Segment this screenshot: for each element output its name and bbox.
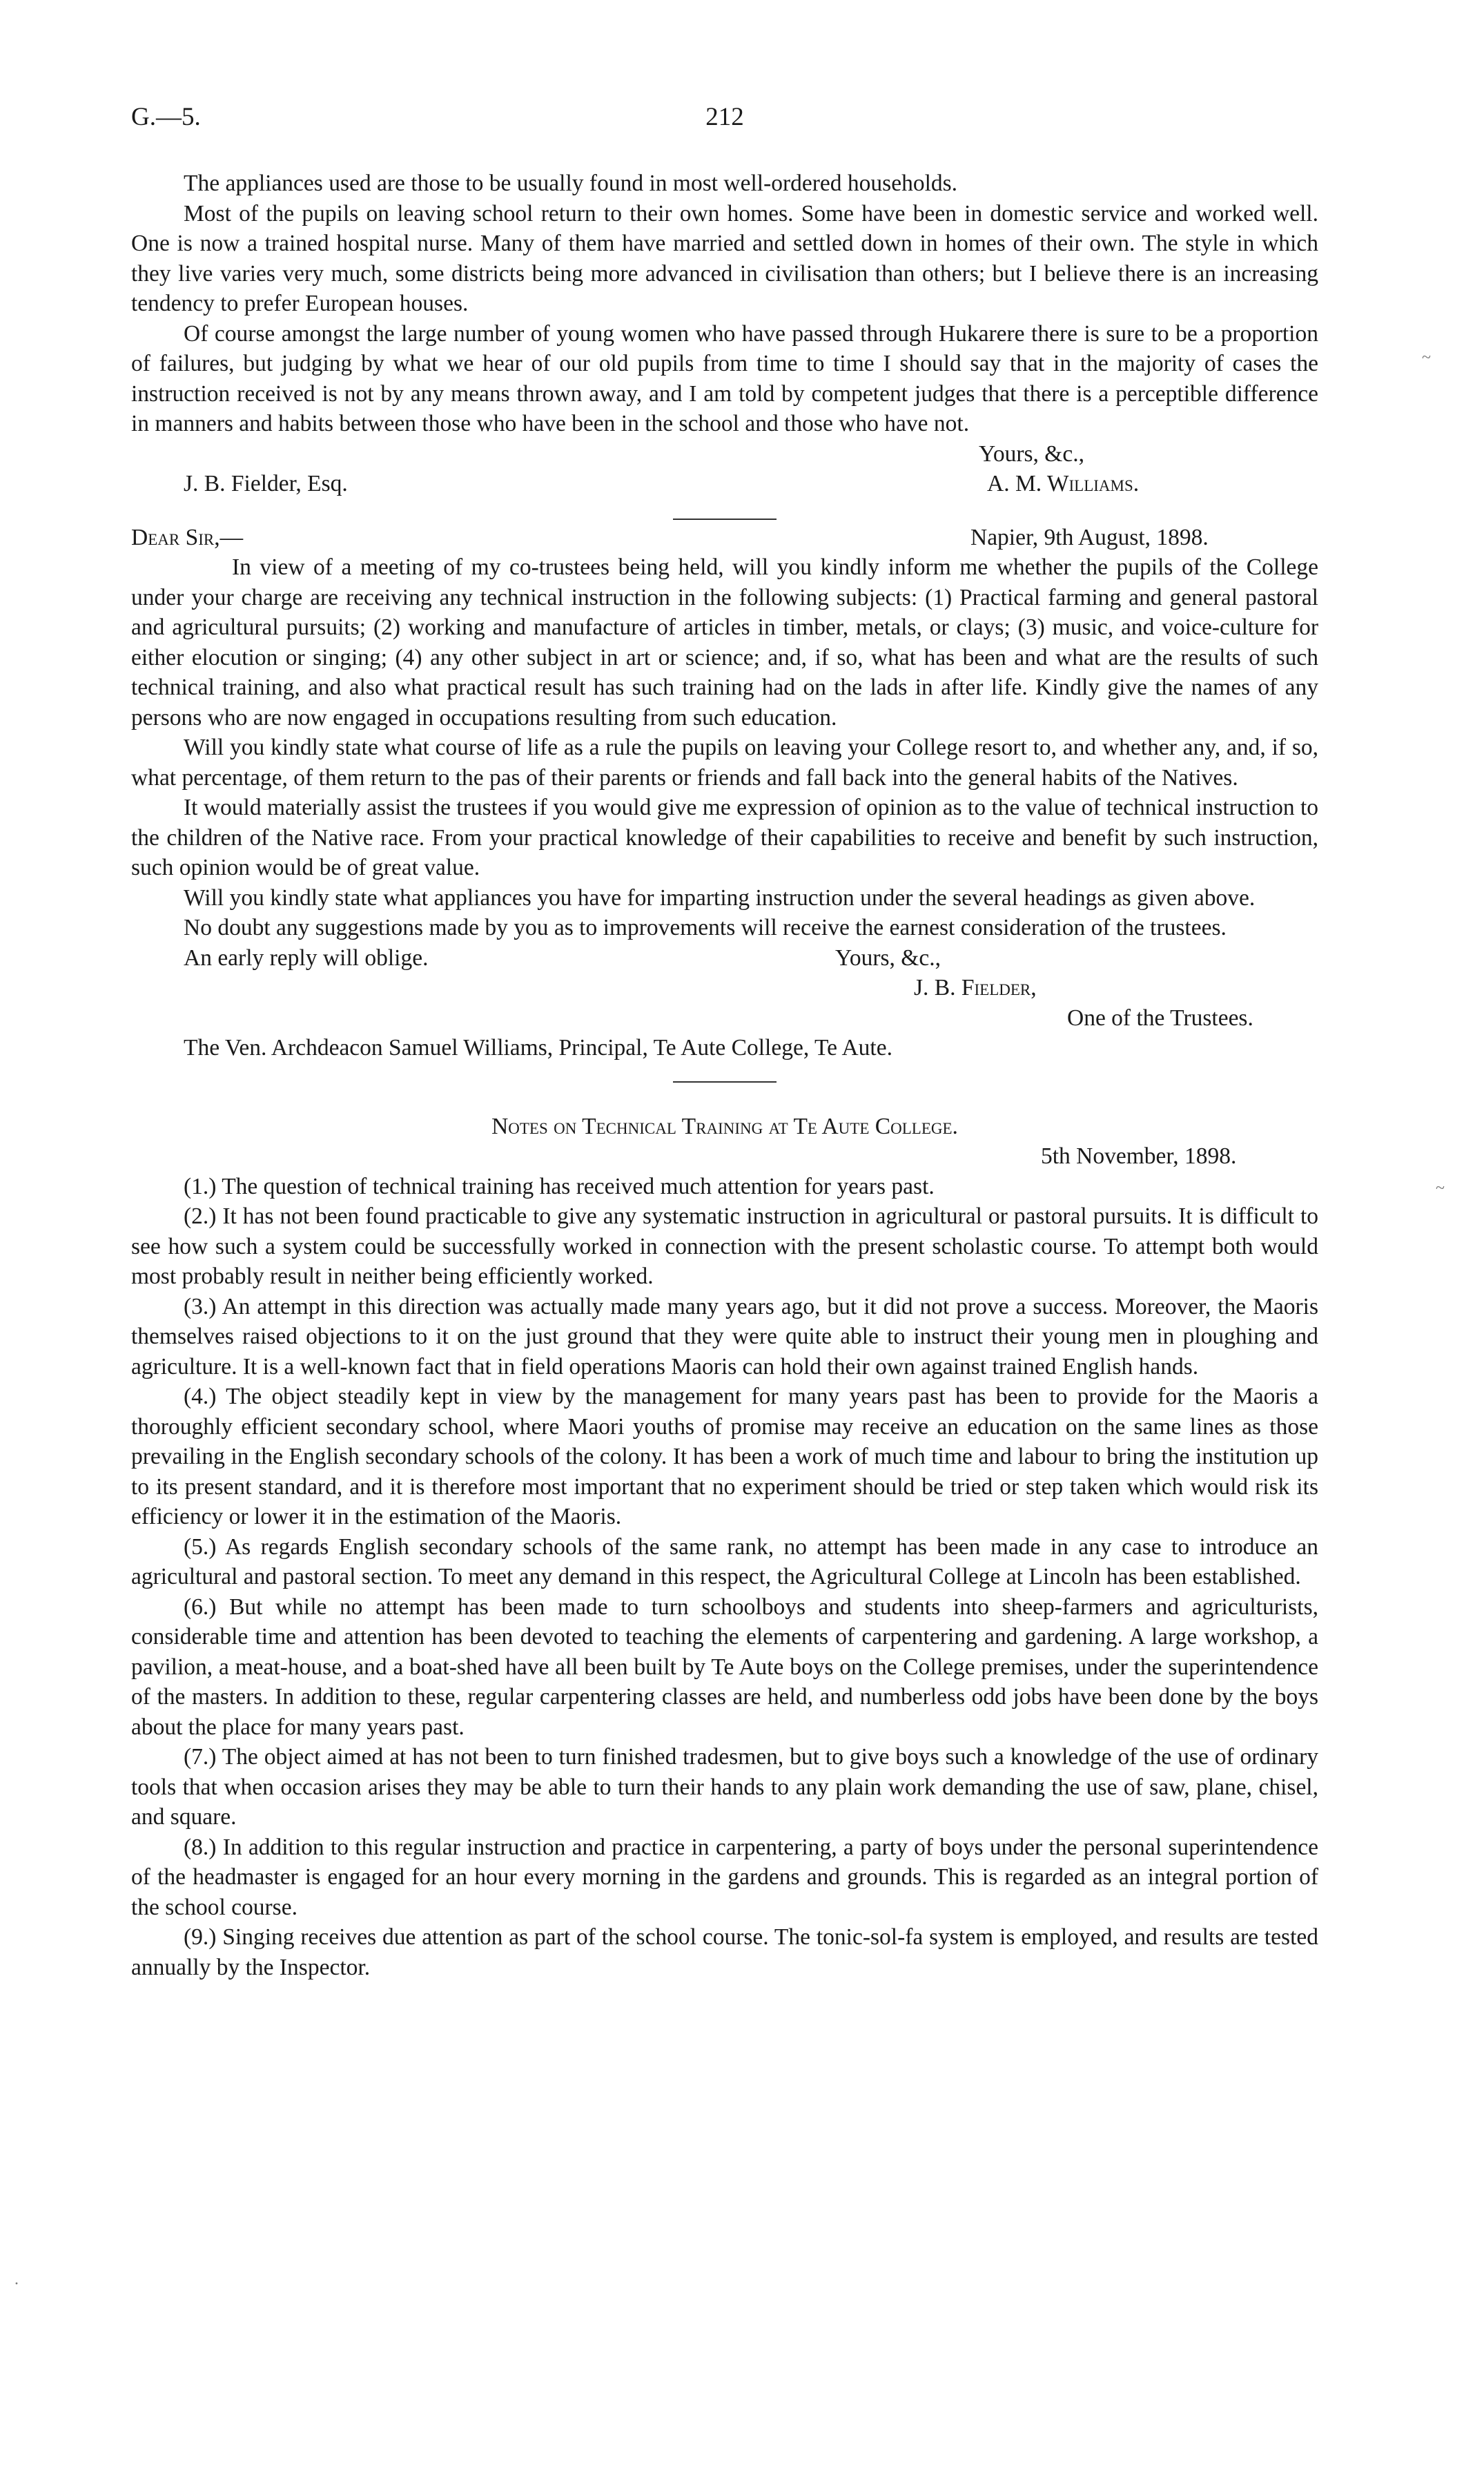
salutation: Dear Sir,— bbox=[131, 524, 244, 550]
signature: J. B. Fielder, bbox=[914, 975, 1037, 1000]
numbered-paragraph: (5.) As regards English secondary schools of the same rank, no attempt has been made in any case to introduce an agricultural and pastoral section. To meet any demand in this respect, the Agricultural College at Lincoln has been established. bbox=[131, 1533, 1318, 1589]
page-number: 212 bbox=[705, 103, 744, 131]
section-divider bbox=[673, 1081, 777, 1083]
letter-fielder bbox=[131, 523, 1318, 1063]
section-divider bbox=[673, 519, 777, 520]
document-page bbox=[131, 97, 1318, 1982]
notes-date-row bbox=[131, 1141, 1318, 1172]
technical-training-notes bbox=[131, 1112, 1318, 1983]
paragraph: No doubt any suggestions made by you as to improvements will receive the earnest consideration of the trustees. bbox=[184, 915, 1227, 940]
place-date: Napier, 9th August, 1898. bbox=[970, 524, 1209, 550]
numbered-paragraph: (6.) But while no attempt has been made to turn schoolboys and students into sheep-farmers and agriculturists, considerable time and attention has been devoted to teaching the elements of carpentering and gardening. A large workshop, a pavilion, a meat-house, and a boat-shed have all been built by Te Aute boys on the College premises, under the superintendence of the masters. In addition to these, regular carpentering classes are held, and numberless odd jobs have been done by the boys about the place for many years past. bbox=[131, 1594, 1318, 1740]
paragraph: Most of the pupils on leaving school return to their own homes. Some have been in domestic service and worked well. One is now a trained hospital nurse. Many of them have married and settled down in homes of their own. The style in which they live varies very much, some districts being more advanced in civilisation than others; but I believe there is an increasing tendency to prefer European houses. bbox=[131, 200, 1318, 316]
addressee: J. B. Fielder, Esq. bbox=[184, 471, 348, 496]
salutation-row bbox=[131, 523, 1318, 553]
signature-row bbox=[131, 469, 1318, 499]
recipient-row bbox=[131, 1033, 1318, 1063]
paragraph: It would materially assist the trustees if you would give me expression of opinion as to the value of technical instruction to the children of the Native race. From your practical knowledge of their capabilities to receive and benefit by such instruction, such opinion would be of great value. bbox=[131, 795, 1318, 880]
signature-title-row bbox=[131, 1003, 1318, 1034]
margin-mark: ~ bbox=[1422, 349, 1431, 367]
numbered-paragraph: (8.) In addition to this regular instruction and practice in carpentering, a party of boys under the personal superintendence of the headmaster is engaged for an hour every morning in the gardens and grounds. This is regarded as an integral portion of the school course. bbox=[131, 1834, 1318, 1920]
numbered-paragraph: (3.) An attempt in this direction was actually made many years ago, but it did not prove a success. Moreover, the Maoris themselves raised objections to it on the just ground that they were quite able to instruct their young men in ploughing and agriculture. It is a well-known fact that in field operations Maoris can hold their own against trained English hands. bbox=[131, 1293, 1318, 1380]
closing-row bbox=[131, 439, 1318, 470]
margin-mark: · bbox=[14, 2275, 19, 2293]
closing-remark: An early reply will oblige. bbox=[184, 945, 429, 971]
page-header bbox=[131, 97, 1318, 159]
signature: A. M. Williams. bbox=[987, 471, 1140, 496]
paragraph: Will you kindly state what course of life as a rule the pupils on leaving your College resort to, and whether any, and, if so, what percentage, of them return to the pas of their parents or friends and fall back into the general habits of the Natives. bbox=[131, 735, 1318, 791]
parliamentary-paper-ref: G.—5. bbox=[131, 103, 201, 131]
numbered-paragraph: (1.) The question of technical training has received much attention for years past. bbox=[184, 1173, 935, 1199]
closing-row bbox=[131, 943, 1318, 974]
numbered-paragraph: (7.) The object aimed at has not been to turn finished tradesmen, but to give boys such a knowledge of the use of ordinary tools that when occasion arises they may be able to turn their hands to any plain work demanding the use of saw, plane, chisel, and square. bbox=[131, 1744, 1318, 1830]
notes-date: 5th November, 1898. bbox=[1041, 1143, 1237, 1169]
paragraph: Of course amongst the large number of young women who have passed through Hukarere there is sure to be a proportion of failures, but judging by what we hear of our old pupils from time to time I should say that in the majority of cases the instruction received is not by any means thrown away, and I am told by competent judges that there is a perceptible difference in manners and habits between those who have been in the school and those who have not. bbox=[131, 320, 1318, 436]
numbered-paragraph: (9.) Singing receives due attention as part of the school course. The tonic-sol-fa system is employed, and results are tested annually by the Inspector. bbox=[131, 1924, 1318, 1980]
recipient: The Ven. Archdeacon Samuel Williams, Principal, Te Aute College, Te Aute. bbox=[184, 1035, 892, 1061]
signature-title: One of the Trustees. bbox=[1067, 1005, 1253, 1031]
letter-closing: Yours, &c., bbox=[979, 441, 1084, 467]
signature-row bbox=[131, 973, 1318, 1003]
notes-title: Notes on Technical Training at Te Aute College. bbox=[491, 1113, 958, 1139]
letter-williams bbox=[131, 168, 1318, 499]
margin-mark: ~ bbox=[1436, 1179, 1445, 1197]
letter-closing: Yours, &c., bbox=[835, 945, 941, 971]
numbered-paragraph: (4.) The object steadily kept in view by the management for many years past has been to provide for the Maoris a thoroughly efficient secondary school, where Maori youths of promise may receive an education on the same lines as those prevailing in the English secondary schools of the colony. It has been a work of much time and labour to bring the institution up to its present standard, and it is therefore most important that no experiment should be tried or step taken which would risk its efficiency or lower it in the estimation of the Maoris. bbox=[131, 1384, 1318, 1529]
paragraph: Will you kindly state what appliances you have for imparting instruction under the several headings as given above. bbox=[184, 884, 1256, 911]
numbered-paragraph: (2.) It has not been found practicable to give any systematic instruction in agricultural or pastoral pursuits. It is difficult to see how such a system could be successfully worked in connection with the present scholastic course. To attempt both would most probably result in neither being efficiently worked. bbox=[131, 1203, 1318, 1289]
paragraph: The appliances used are those to be usually found in most well-ordered households. bbox=[184, 171, 958, 196]
paragraph: In view of a meeting of my co-trustees being held, will you kindly inform me whether the pupils of the College under your charge are receiving any technical instruction in the following subjects: (1) Practical farming and general pastoral and agricultural pursuits; (2) working and manufacture of articles in timber, metals, or clays; (3) music, and voice-culture for either elocution or singing; (4) any other subject in art or science; and, if so, what has been and what are the results of such technical training, and also what practical result has such training had on the lads in after life. Kindly give the names of any persons who are now engaged in occupations resulting from such education. bbox=[131, 554, 1318, 730]
